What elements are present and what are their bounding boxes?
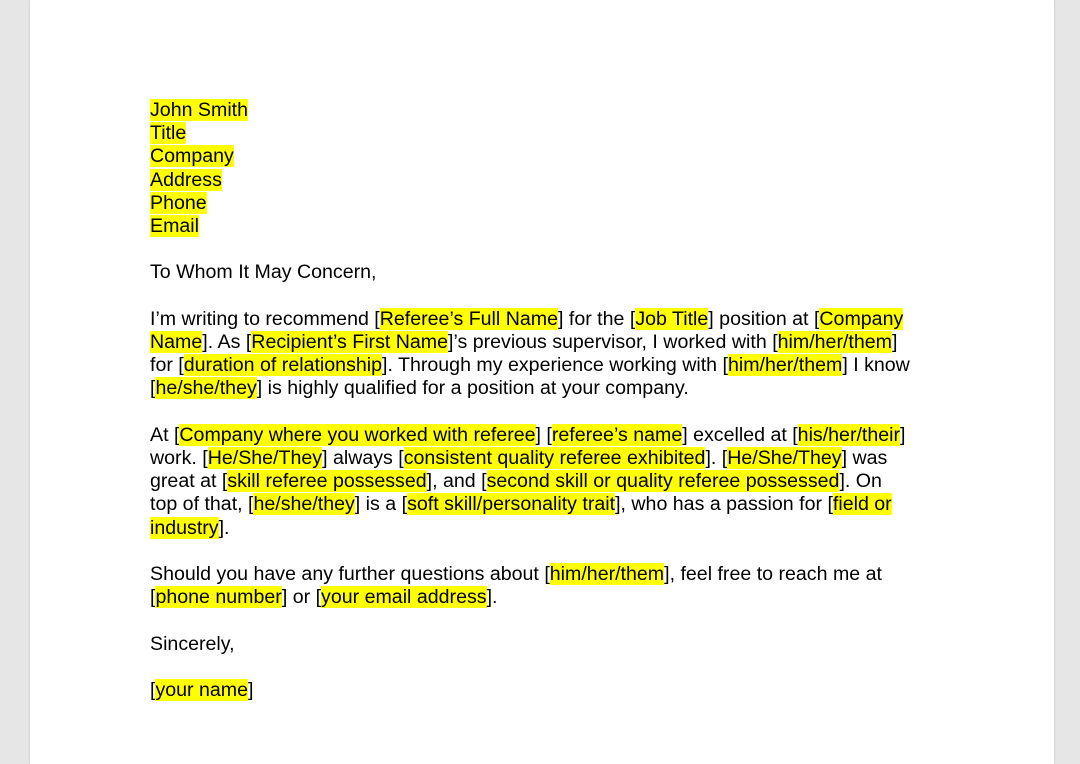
text-run: ] is a [ bbox=[354, 493, 408, 516]
placeholder-highlight: He/She/They bbox=[207, 447, 323, 469]
text-run: for [ bbox=[150, 354, 184, 377]
text-run: At [ bbox=[150, 423, 180, 446]
paragraph-spacer bbox=[150, 656, 950, 679]
sender-company: Company bbox=[150, 145, 234, 168]
body-paragraph bbox=[150, 308, 950, 401]
signature-line bbox=[150, 679, 950, 702]
text-run: ] bbox=[900, 423, 906, 446]
text-run: ]. As [ bbox=[202, 331, 252, 353]
text-run: ] bbox=[891, 331, 898, 353]
sender-name-line bbox=[150, 99, 950, 122]
paragraph-spacer bbox=[150, 401, 950, 424]
closing: Sincerely, bbox=[150, 632, 235, 655]
text-run: work. [ bbox=[150, 447, 208, 469]
sender-name: John Smith bbox=[150, 99, 249, 121]
text-run: [ bbox=[150, 678, 156, 701]
placeholder-highlight: skill referee possessed bbox=[227, 470, 427, 493]
paragraph-line bbox=[150, 563, 950, 586]
placeholder-highlight: Company where you worked with referee bbox=[179, 423, 536, 446]
text-run: ], who has a passion for [ bbox=[615, 493, 833, 516]
text-run: Should you have any further questions about [ bbox=[150, 563, 550, 585]
paragraph-line bbox=[150, 447, 950, 470]
paragraph-line bbox=[150, 331, 950, 354]
placeholder-highlight: he/she/they bbox=[253, 493, 355, 516]
text-run: [ bbox=[150, 377, 156, 400]
paragraph-line bbox=[150, 517, 950, 540]
salutation: To Whom It May Concern, bbox=[150, 261, 377, 284]
sender-email: Email bbox=[150, 215, 199, 238]
sender-block bbox=[150, 99, 950, 238]
body-paragraphs bbox=[150, 285, 950, 610]
sender-company-line bbox=[150, 145, 950, 168]
text-run: ]. bbox=[486, 586, 498, 609]
placeholder-highlight: he/she/they bbox=[155, 377, 257, 400]
placeholder-highlight: industry bbox=[150, 516, 219, 539]
placeholder-highlight: duration of relationship bbox=[183, 354, 383, 377]
text-run: ] I know bbox=[842, 354, 910, 377]
sender-title-line bbox=[150, 122, 950, 145]
text-run: ] for the [ bbox=[557, 307, 636, 330]
placeholder-highlight: referee’s name bbox=[551, 423, 683, 446]
paragraph-spacer bbox=[150, 285, 950, 308]
placeholder-highlight: He/She/They bbox=[727, 447, 842, 469]
placeholder-highlight: him/her/them bbox=[549, 563, 665, 585]
paragraph-line bbox=[150, 308, 950, 331]
placeholder-highlight: Company bbox=[819, 307, 904, 330]
text-run: ]. bbox=[218, 516, 230, 539]
paragraph-line bbox=[150, 470, 950, 493]
paragraph-spacer bbox=[150, 540, 950, 563]
text-run: ]’s previous supervisor, I worked with [ bbox=[448, 331, 778, 353]
text-run: top of that, [ bbox=[150, 493, 254, 516]
paragraph-spacer bbox=[150, 238, 950, 261]
text-run: ] always [ bbox=[322, 447, 404, 469]
placeholder-highlight: phone number bbox=[155, 586, 282, 609]
placeholder-highlight: him/her/them bbox=[777, 331, 892, 353]
placeholder-highlight: Name bbox=[150, 331, 203, 353]
paragraph-line bbox=[150, 424, 950, 447]
text-run: ] was bbox=[841, 447, 888, 469]
placeholder-highlight: your email address bbox=[321, 586, 487, 609]
body-paragraph bbox=[150, 563, 950, 609]
placeholder-highlight: consistent quality referee exhibited bbox=[403, 447, 706, 469]
paragraph-line bbox=[150, 377, 950, 400]
text-run: ] is highly qualified for a position at your company. bbox=[256, 377, 689, 400]
text-run: ] position at [ bbox=[708, 307, 820, 330]
document-page bbox=[30, 0, 1054, 764]
paragraph-line bbox=[150, 493, 950, 516]
sender-address: Address bbox=[150, 168, 222, 191]
paragraph-line bbox=[150, 586, 950, 609]
text-run: ] [ bbox=[535, 423, 552, 446]
placeholder-highlight: field or bbox=[832, 493, 892, 516]
text-run: ], feel free to reach me at bbox=[664, 563, 882, 585]
sender-address-line bbox=[150, 169, 950, 192]
sender-phone: Phone bbox=[150, 191, 207, 214]
sender-phone-line bbox=[150, 192, 950, 215]
letter-body bbox=[150, 99, 950, 702]
sender-title: Title bbox=[150, 122, 187, 145]
text-run: ], and [ bbox=[426, 470, 487, 493]
text-run: [ bbox=[150, 586, 156, 609]
placeholder-highlight: second skill or quality referee possessed bbox=[486, 470, 840, 493]
placeholder-highlight: Recipient’s First Name bbox=[251, 331, 449, 353]
body-paragraph bbox=[150, 424, 950, 540]
text-run: ] bbox=[248, 678, 254, 701]
placeholder-highlight: your name bbox=[155, 678, 249, 701]
placeholder-highlight: Job Title bbox=[635, 307, 709, 330]
text-run: ]. [ bbox=[705, 447, 728, 469]
text-run: ]. On bbox=[839, 470, 882, 493]
sender-email-line bbox=[150, 215, 950, 238]
placeholder-highlight: Referee’s Full Name bbox=[379, 307, 558, 330]
text-run: ] excelled at [ bbox=[682, 423, 798, 446]
text-run: I’m writing to recommend [ bbox=[150, 307, 380, 330]
paragraph-line bbox=[150, 354, 950, 377]
text-run: great at [ bbox=[150, 470, 228, 493]
paragraph-spacer bbox=[150, 609, 950, 632]
placeholder-highlight: him/her/them bbox=[727, 354, 843, 377]
placeholder-highlight: his/her/their bbox=[797, 423, 901, 446]
placeholder-highlight: soft skill/personality trait bbox=[407, 493, 616, 516]
text-run: ]. Through my experience working with [ bbox=[382, 354, 728, 377]
text-run: ] or [ bbox=[281, 586, 322, 609]
